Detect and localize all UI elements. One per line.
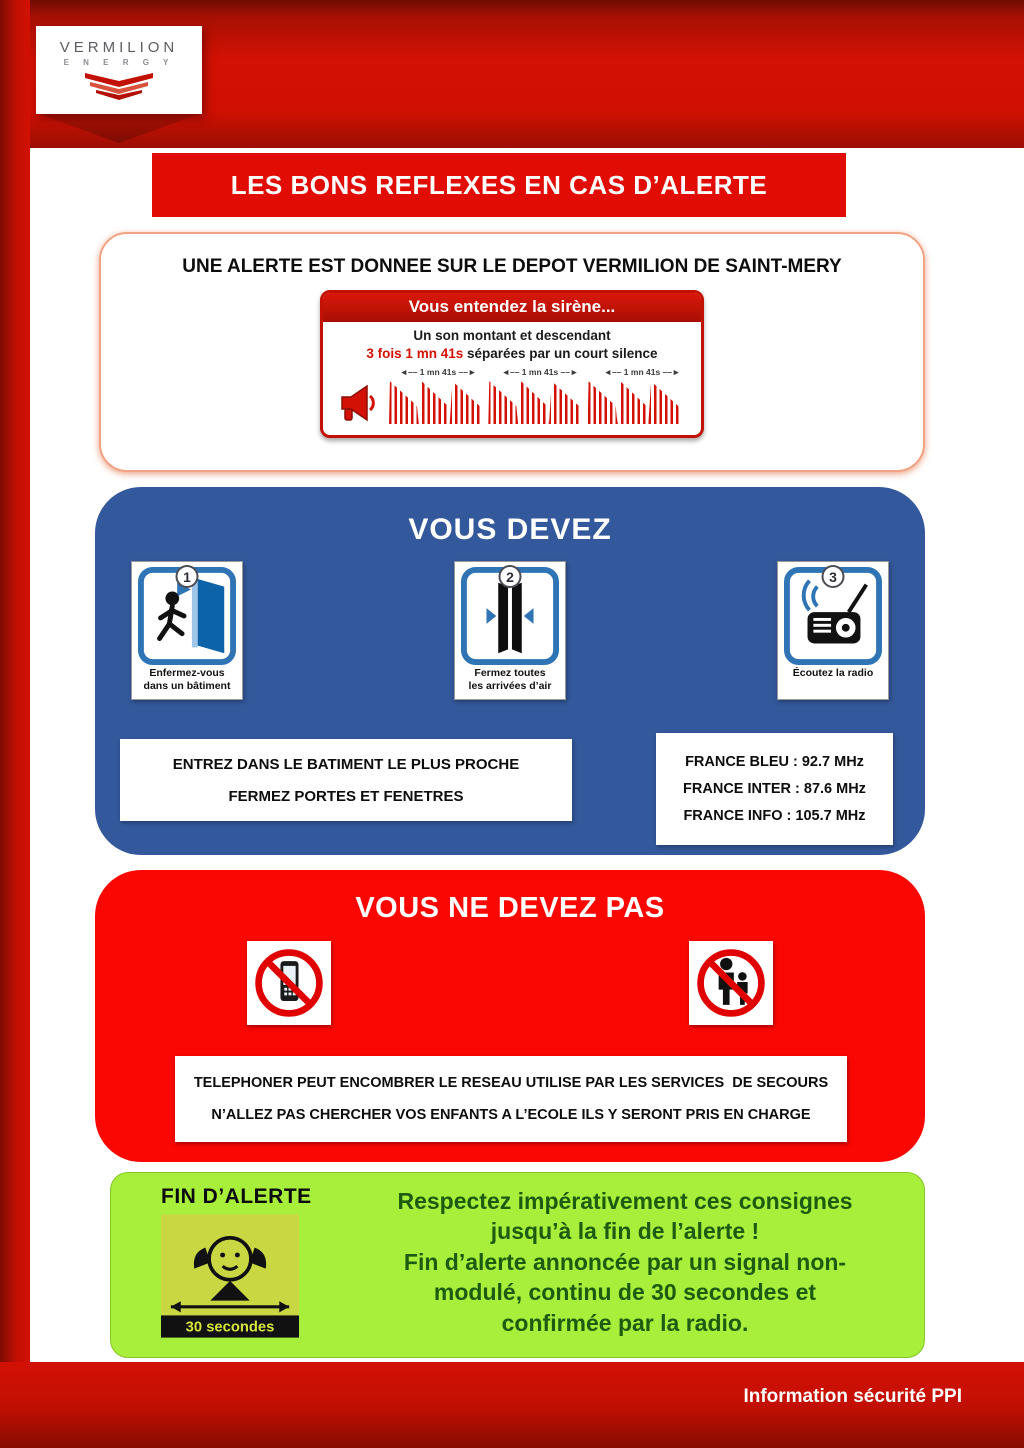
steps-row xyxy=(95,561,925,700)
no-phone-icon xyxy=(251,945,327,1021)
step-card-close-air xyxy=(454,561,566,700)
must-not-panel xyxy=(95,870,925,1162)
siren-description-line2 xyxy=(331,345,693,363)
end-alert-panel xyxy=(110,1172,925,1358)
page-title-bar xyxy=(152,153,846,217)
prohibition-row xyxy=(95,941,925,1025)
step-caption-line1: Enfermez-vous xyxy=(149,667,225,679)
wave-group xyxy=(488,378,581,424)
footer-red-band xyxy=(0,1362,1024,1448)
page-title: LES BONS REFLEXES EN CAS D’ALERTE xyxy=(230,169,768,200)
end-alert-duration-label: 30 secondes xyxy=(185,1319,275,1336)
interval-labels xyxy=(387,367,693,377)
wave-group xyxy=(389,378,482,424)
must-not-panel-title: VOUS NE DEVEZ PAS xyxy=(355,892,665,924)
end-alert-message-line: modulé, continu de 30 secondes et xyxy=(433,1279,817,1306)
interval-label: ◄–– 1 mn 41s ––► xyxy=(489,367,591,377)
end-alert-message-line: jusqu’à la fin de l’alerte ! xyxy=(490,1218,760,1245)
step-number-badge: 1 xyxy=(176,565,199,588)
end-alert-message xyxy=(346,1173,924,1357)
end-alert-signal-icon xyxy=(161,1214,299,1338)
step-number-badge: 3 xyxy=(822,565,845,588)
siren-pattern-highlight: 3 fois 1 mn 41s xyxy=(366,346,464,362)
interval-label: ◄–– 1 mn 41s ––► xyxy=(387,367,489,377)
siren-pattern-rest: séparées par un court silence xyxy=(463,346,658,362)
instructions-box xyxy=(120,739,572,821)
no-children-pickup-icon xyxy=(693,945,769,1021)
radio-frequency-line: FRANCE BLEU : 92.7 MHz xyxy=(685,754,864,770)
vermilion-logo xyxy=(36,26,202,114)
end-alert-message-line: Fin d’alerte annoncée par un signal non- xyxy=(403,1248,847,1275)
no-phone-card xyxy=(247,941,331,1025)
radio-frequency-line: FRANCE INTER : 87.6 MHz xyxy=(683,781,866,797)
alert-banner xyxy=(99,232,925,472)
step-card-listen-radio xyxy=(777,561,889,700)
siren-card-body xyxy=(323,322,701,435)
step-caption-line2: les arrivées d’air xyxy=(468,680,552,693)
warning-line: N’ALLEZ PAS CHERCHER VOS ENFANTS A L’ECOLE ILS Y SERONT PRIS EN CHARGE xyxy=(211,1107,811,1123)
step-card-shelter xyxy=(131,561,243,700)
radio-frequency-line: FRANCE INFO : 105.7 MHz xyxy=(683,808,866,824)
end-alert-message-line: confirmée par la radio. xyxy=(501,1309,749,1336)
step-caption-line1: Fermez toutes xyxy=(474,667,546,679)
step-caption-line2: dans un bâtiment xyxy=(143,680,231,693)
step-number-badge: 2 xyxy=(499,565,522,588)
instruction-line: FERMEZ PORTES ET FENETRES xyxy=(228,787,464,805)
warnings-box xyxy=(175,1056,847,1142)
end-alert-left-column xyxy=(111,1173,346,1357)
step-caption xyxy=(144,667,231,694)
step-caption xyxy=(793,667,874,694)
interval-label: ◄–– 1 mn 41s ––► xyxy=(591,367,693,377)
warning-line: TELEPHONER PEUT ENCOMBRER LE RESEAU UTILISE PAR LES SERVICES DE SECOURS xyxy=(193,1075,829,1091)
left-red-strip xyxy=(0,0,30,1448)
wave-group xyxy=(588,378,681,424)
footer-text: Information sécurité PPI xyxy=(743,1386,962,1407)
no-children-pickup-card xyxy=(689,941,773,1025)
step-caption-line1: Écoutez la radio xyxy=(792,667,874,679)
siren-card-title: Vous entendez la sirène... xyxy=(323,293,701,322)
radio-frequencies-box xyxy=(656,733,893,845)
siren-card xyxy=(320,290,704,438)
must-panel xyxy=(95,487,925,855)
end-alert-message-line: Respectez impérativement ces consignes xyxy=(397,1187,853,1214)
siren-horn-icon xyxy=(339,382,383,424)
brand-name: VERMILION xyxy=(59,39,179,56)
must-panel-title: VOUS DEVEZ xyxy=(408,513,612,546)
step-caption xyxy=(469,667,552,694)
end-alert-title: FIN D’ALERTE xyxy=(161,1185,312,1208)
siren-description-line1: Un son montant et descendant xyxy=(413,328,611,343)
brand-subname: E N E R G Y xyxy=(63,58,175,67)
alert-heading: UNE ALERTE EST DONNEE SUR LE DEPOT VERMILION DE SAINT-MERY xyxy=(182,256,842,277)
vermilion-chevrons-icon xyxy=(81,72,157,100)
instruction-line: ENTREZ DANS LE BATIMENT LE PLUS PROCHE xyxy=(172,755,520,773)
siren-waveform xyxy=(331,378,693,426)
